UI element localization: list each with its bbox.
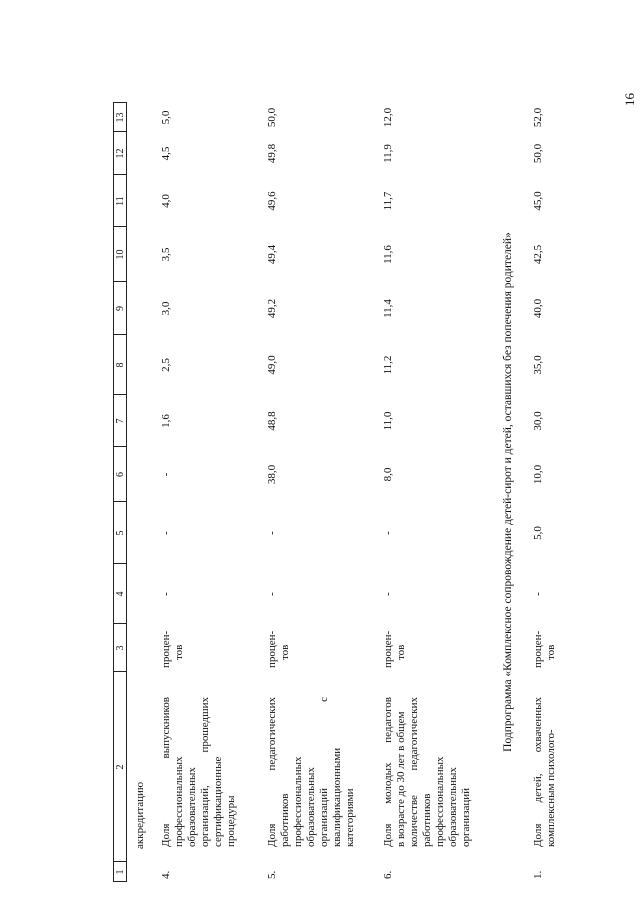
- row-name: [160, 697, 238, 847]
- row-name-line: Доля выпускников: [160, 697, 172, 847]
- row-name-line: профессиональных: [173, 756, 185, 847]
- value-cell: 40,0: [532, 298, 544, 319]
- row-number: 6.: [382, 870, 394, 879]
- row-unit: [160, 631, 186, 668]
- value-cell: 35,0: [532, 355, 544, 375]
- value-cell: 11,7: [382, 191, 394, 211]
- value-cell: -: [532, 592, 544, 596]
- row-name-line: количестве педагогических: [408, 697, 420, 847]
- value-cell: 8,0: [382, 467, 394, 482]
- continuation-text: аккредитацию: [134, 781, 146, 849]
- value-cell: 30,0: [532, 411, 544, 431]
- value-cell: -: [160, 472, 172, 477]
- value-cell: -: [382, 592, 394, 596]
- value-cell: 11,4: [382, 299, 394, 318]
- value-cell: 42,5: [532, 244, 544, 265]
- header-col-7: 7: [115, 418, 126, 424]
- value-cell: 49,2: [266, 298, 278, 319]
- value-cell: 49,8: [266, 143, 278, 164]
- row-unit-line: процен-: [160, 630, 172, 668]
- value-cell: -: [266, 531, 278, 535]
- value-cell: 11,0: [382, 411, 394, 431]
- row-name-line: комплексным психолого-: [545, 729, 557, 847]
- value-cell: 5,0: [160, 110, 172, 125]
- row-unit-line: процен-: [382, 630, 394, 668]
- value-cell: 48,8: [266, 411, 278, 431]
- header-col-12: 12: [115, 148, 126, 159]
- value-cell: 50,0: [266, 107, 278, 128]
- value-cell: -: [266, 592, 278, 596]
- value-cell: 1,6: [160, 414, 172, 428]
- row-unit-line: процен-: [532, 630, 544, 668]
- value-cell: 10,0: [532, 464, 544, 485]
- value-cell: 49,4: [266, 244, 278, 265]
- row-name: [532, 697, 558, 847]
- row-name-line: профессиональных: [292, 756, 304, 847]
- row-unit: [266, 631, 292, 668]
- value-cell: 50,0: [532, 143, 544, 164]
- value-cell: 4,0: [160, 194, 172, 208]
- row-name-line: профессиональных: [434, 756, 446, 847]
- row-name-line: процедуры: [225, 795, 237, 847]
- value-cell: 3,5: [160, 247, 172, 262]
- row-name-line: работников: [279, 793, 291, 847]
- rotated-table: [100, 102, 620, 882]
- header-col-4: 4: [115, 591, 126, 597]
- row-name-line: организаций, прошедших: [199, 697, 211, 847]
- row-name-line: образовательных: [186, 767, 198, 847]
- row-name-line: работников: [421, 793, 433, 847]
- row-number: 1.: [532, 870, 544, 879]
- value-cell: 11,9: [382, 144, 394, 163]
- header-col-6: 6: [115, 472, 126, 477]
- subprogram-title: Подпрограмма «Комплексное сопровождение детей-сирот и детей, оставшихся без попечения родителей»: [502, 232, 514, 752]
- row-name-line: организаций с: [318, 697, 330, 847]
- row-unit: [532, 631, 558, 668]
- value-cell: -: [160, 592, 172, 596]
- row-name-line: Доля молодых педагогов: [382, 697, 394, 847]
- value-cell: 2,5: [160, 358, 172, 372]
- row-name: [382, 697, 473, 847]
- header-col-11: 11: [115, 196, 126, 206]
- row-name-line: образовательных: [447, 767, 459, 847]
- header-col-1: 1: [115, 869, 126, 875]
- row-unit-line: тов: [173, 644, 185, 660]
- row-name-line: организаций: [460, 787, 472, 847]
- row-name-line: квалификационными: [331, 747, 343, 847]
- header-col-8: 8: [115, 362, 126, 368]
- value-cell: 5,0: [532, 526, 544, 540]
- row-unit: [382, 631, 408, 668]
- row-name-line: образовательных: [305, 767, 317, 847]
- row-name-line: Доля педагогических: [266, 697, 278, 847]
- value-cell: 3,0: [160, 301, 172, 316]
- value-cell: 38,0: [266, 464, 278, 485]
- page-number: 16: [622, 93, 637, 106]
- header-col-13: 13: [115, 112, 126, 123]
- value-cell: 11,2: [382, 355, 394, 375]
- row-unit-line: тов: [395, 644, 407, 660]
- value-cell: 52,0: [532, 107, 544, 128]
- value-cell: 49,6: [266, 191, 278, 211]
- header-col-5: 5: [115, 530, 126, 536]
- header-col-10: 10: [115, 249, 126, 260]
- value-cell: 49,0: [266, 355, 278, 375]
- value-cell: -: [382, 531, 394, 535]
- value-cell: 45,0: [532, 191, 544, 211]
- row-unit-line: процен-: [266, 630, 278, 668]
- header-col-3: 3: [115, 645, 126, 651]
- row-name-line: в возрасте до 30 лет в общем: [395, 711, 407, 847]
- row-unit-line: тов: [545, 644, 557, 660]
- value-cell: 11,6: [382, 245, 394, 264]
- row-unit-line: тов: [279, 644, 291, 660]
- value-cell: -: [160, 531, 172, 535]
- row-name-line: сертификационные: [212, 756, 224, 847]
- row-name: [266, 697, 357, 847]
- value-cell: 4,5: [160, 146, 172, 161]
- row-number: 5.: [266, 870, 278, 879]
- row-number: 4.: [160, 870, 172, 879]
- header-col-2: 2: [115, 764, 126, 770]
- header-col-9: 9: [115, 306, 126, 311]
- value-cell: 12,0: [382, 107, 394, 128]
- row-name-line: категориями: [344, 788, 356, 847]
- row-name-line: Доля детей, охваченных: [532, 697, 544, 847]
